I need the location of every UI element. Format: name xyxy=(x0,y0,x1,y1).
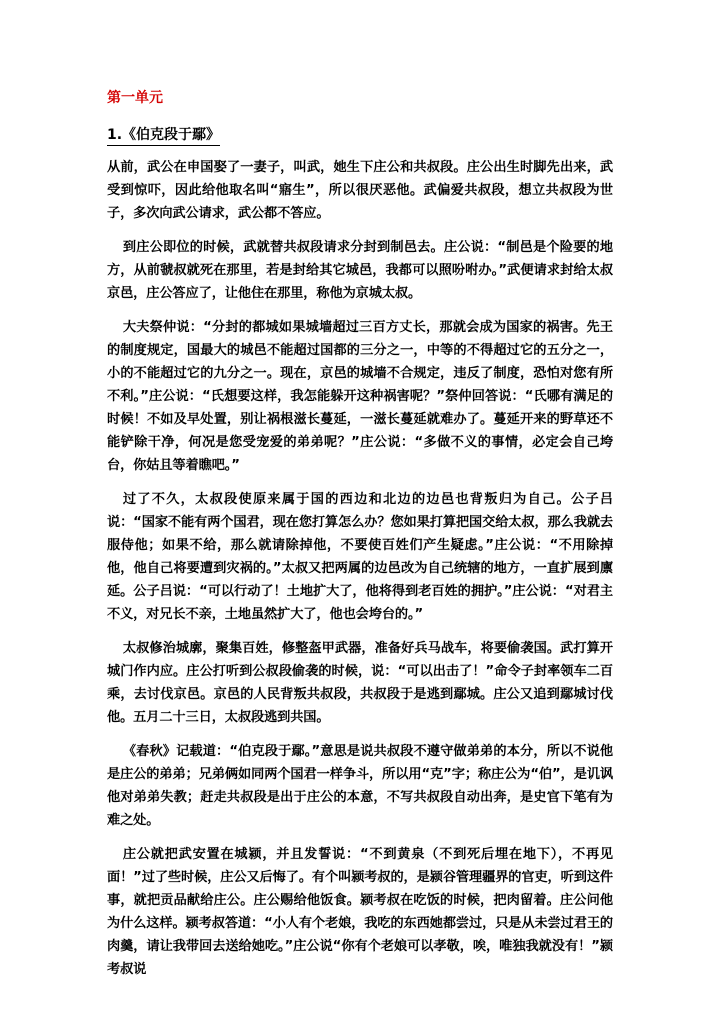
document-page xyxy=(107,88,613,992)
paragraph-6: 《春秋》记载道：“伯克段于鄢。”意思是说共叔段不遵守做弟弟的本分，所以不说他是庄公的弟弟；兄弟俩如同两个国君一样争斗，所以用“克”字；称庄公为“伯”，是讥讽他对弟弟失教；赶走共叔段是出于庄公的本意，不写共叔段自动出奔，是史官下笔有为难之处。 xyxy=(107,744,613,828)
paragraph-5: 太叔修治城廓，聚集百姓，修整盔甲武器，准备好兵马战车，将要偷袭国。武打算开城门作内应。庄公打听到公叔段偷袭的时候，说：“可以出击了！”命令子封率领车二百乘，去讨伐京邑。京邑的人民背叛共叔段，共叔段于是逃到鄢城。庄公又追到鄢城讨伐他。五月二十三日，太叔段逃到共国。 xyxy=(107,641,613,725)
paragraph-3: 大夫祭仲说：“分封的都城如果城墙超过三百方丈长，那就会成为国家的祸害。先王的制度规定，国最大的城邑不能超过国都的三分之一，中等的不得超过它的五分之一，小的不能超过它的九分之一。现在，京邑的城墙不合规定，违反了制度，恐怕对您有所不利。”庄公说：“氏想要这样，我怎能躲开这种祸害呢？”祭仲回答说：“氏哪有满足的时候！不如及早处置，别让祸根滋长蔓延，一滋长蔓延就难办了。蔓延开来的野草还不能铲除干净，何况是您受宠爱的弟弟呢？”庄公说：“多做不义的事情，必定会自己垮台，你姑且等着瞧吧。” xyxy=(107,320,613,473)
paragraph-7: 庄公就把武安置在城颍，并且发誓说：“不到黄泉（不到死后埋在地下），不再见面！”过了些时候，庄公又后悔了。有个叫颍考叔的，是颍谷管理疆界的官吏，听到这件事，就把贡品献给庄公。庄公赐给他饭食。颍考叔在吃饭的时候，把肉留着。庄公问他为什么这样。颍考叔答道：“小人有个老娘，我吃的东西她都尝过，只是从未尝过君王的肉羹，请让我带回去送给她吃。”庄公说“你有个老娘可以孝敬，唉，唯独我就没有！”颍考叔说 xyxy=(107,847,613,977)
paragraph-1: 从前，武公在申国娶了一妻子，叫武，她生下庄公和共叔段。庄公出生时脚先出来，武受到惊吓，因此给他取名叫“寤生”，所以很厌恶他。武偏爱共叔段，想立共叔段为世子，多次向武公请求，武公都不答应。 xyxy=(107,160,613,221)
lesson-title-row xyxy=(107,124,613,156)
paragraph-4: 过了不久，太叔段使原来属于国的西边和北边的边邑也背叛归为自己。公子吕说：“国家不能有两个国君，现在您打算怎么办？您如果打算把国交给太叔，那么我就去服侍他；如果不给，那么就请除掉他，不要使百姓们产生疑虑。”庄公说：“不用除掉他，他自己将要遭到灾祸的。”太叔又把两属的边邑改为自己统辖的地方，一直扩展到廪延。公子吕说：“可以行动了！土地扩大了，他将得到老百姓的拥护。”庄公说：“对君主不义，对兄长不亲，土地虽然扩大了，他也会垮台的。” xyxy=(107,492,613,622)
paragraph-2: 到庄公即位的时候，武就替共叔段请求分封到制邑去。庄公说：“制邑是个险要的地方，从前虢叔就死在那里，若是封给其它城邑，我都可以照吩咐办。”武便请求封给太叔京邑，庄公答应了，让他住在那里，称他为京城太叔。 xyxy=(107,240,613,301)
unit-title: 第一单元 xyxy=(107,90,163,106)
lesson-title: 1.《伯克段于鄢》 xyxy=(107,125,220,146)
